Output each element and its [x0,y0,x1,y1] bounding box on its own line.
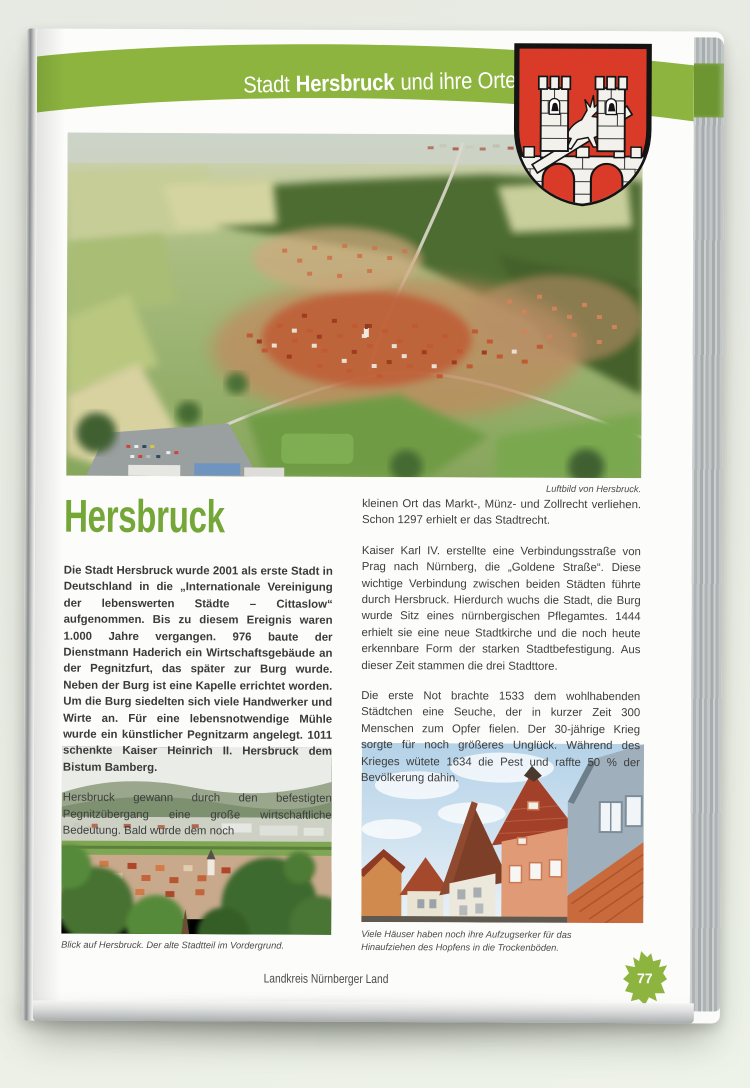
book-page [23,28,724,1023]
page-stack-bottom [33,1001,694,1024]
header-title-prefix: Stadt [242,70,290,98]
header-title-suffix: und ihre Orte [399,66,517,95]
paragraph: Hersbruck gewann durch den befestigten Pegnitzübergang eine große wirtschaftliche Bedeutung. Bald wurde dem noch [62,791,332,838]
page-stack-green-band [694,63,724,117]
district-map-icon [621,949,669,1003]
paragraph: Kaiser Karl IV. erstellte eine Verbindungsstraße von Prag nach Nürnberg, die „Goldene Straße“. Diese wichtige Verbindung zwischen beiden Städten führte durch Hersbruck. Hierdurch wuchs die Stadt, die Burg wurde Sitz eines nürnbergischen Pflegamtes. 1444 erhielt sie eine neue Stadtkirche und die noch heute erkennbare Form der starken Stadtbefestigung. Aus dieser Zeit stammen die drei Stadttore. [361,544,641,673]
footer-series-title: Landkreis Nürnberger Land [263,971,389,987]
page-stack-right [690,37,724,1011]
page-title: Hersbruck [63,489,225,543]
article-left-column [63,563,333,855]
page-number: 77 [636,970,653,987]
article-right-column [361,496,641,802]
aerial-photo-caption: Luftbild von Hersbruck. [546,483,642,495]
header-title-city: Hersbruck [295,68,395,97]
header-title [243,67,517,99]
houses-photo-caption: Viele Häuser haben noch ihre Aufzugserker für das Hinaufziehen des Hopfens in die Trockenböden. [361,928,572,953]
hill-photo-caption: Blick auf Hersbruck. Der alte Stadtteil im Vordergrund. [61,939,285,951]
paragraph: Die Stadt Hersbruck wurde 2001 als erste Stadt in Deutschland in die „Internationale Vereinigung der lebenswerten Städte – Cittaslow“ aufgenommen. Bis zu diesem Ereignis waren 1.000 Jahre vergangen. 976 baute der Dienstmann Haderich ein Wirtschaftsgebäude an der Pegnitzfurt, das später zur Burg wurde. Neben der Burg ist eine Kapelle errichtet worden. Um die Burg siedelten sich viele Handwerker und Wirte an. Für eine lebensnotwendige Mühle wurde ein künstlicher Pegnitzarm angelegt. 1011 schenkte Kaiser Heinrich II. Hersbruck dem Bistum Bamberg. [62,564,333,774]
page-content [33,29,694,1004]
coat-of-arms-icon [508,41,657,210]
paragraph: Die erste Not brachte 1533 dem wohlhabenden Städtchen eine Seuche, der in kurzer Zeit 300 Menschen zum Opfer fielen. Der 30-jährige Krieg sorgte für noch größeres Unglück. Während des Krieges wütete 1634 die Pest und raffte 50 % der Bevölkerung dahin. [360,690,641,785]
paragraph: kleinen Ort das Markt-, Münz- und Zollrecht verliehen. Schon 1297 erhielt er das Stadtrecht. [361,497,642,528]
